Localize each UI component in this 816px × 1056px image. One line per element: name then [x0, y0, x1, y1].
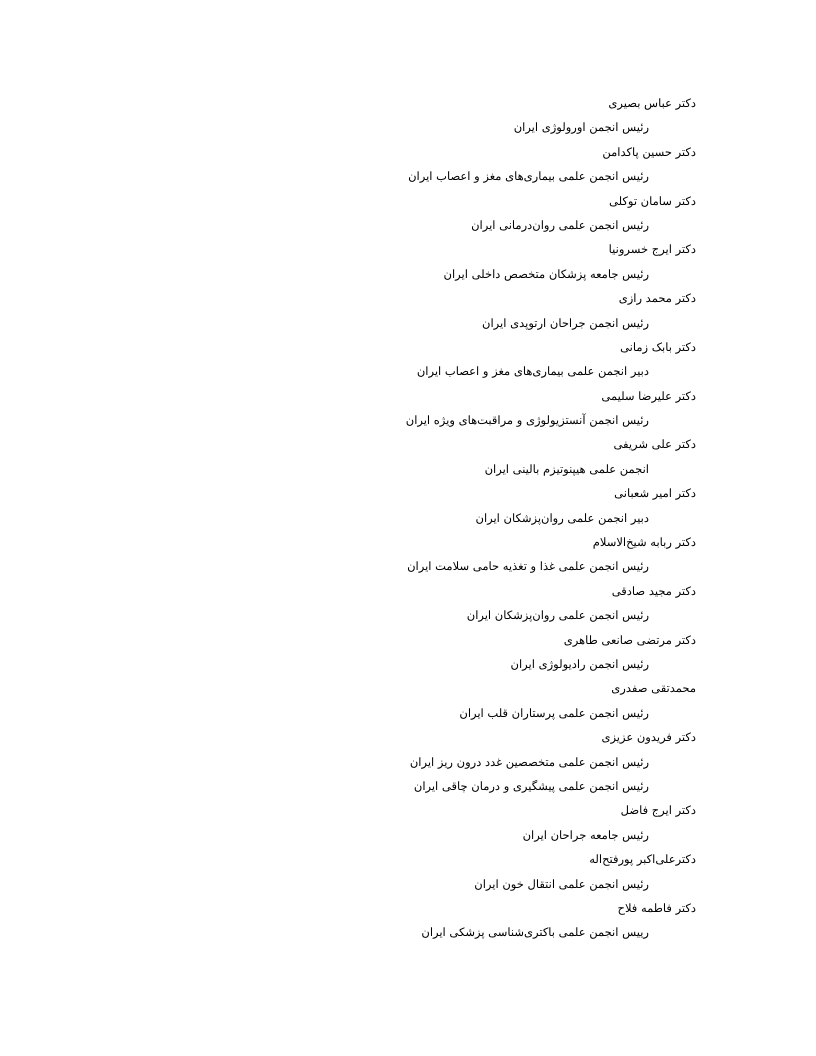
person-name: دکتر علی شریفی — [613, 437, 696, 452]
person-name: دکتر سامان توکلی — [609, 193, 696, 208]
person-name: دکتر محمد رازی — [618, 291, 696, 306]
person-role: رئیس انجمن رادیولوژی ایران — [510, 656, 649, 671]
person-role: رئیس انجمن علمی غذا و تغذیه حامی سلامت ایران — [407, 559, 649, 574]
signatories-list — [0, 91, 816, 945]
person-name: دکتر ربابه شیخ‌الاسلام — [592, 535, 696, 550]
person-name: دکتر مجید صادقی — [611, 583, 696, 598]
person-role: رئیس انجمن علمی روان‌پزشکان ایران — [466, 608, 649, 623]
person-name: دکتر بابک زمانی — [620, 339, 696, 354]
person-name: دکتر فاطمه فلاح — [617, 900, 696, 915]
person-role: رئیس جامعه پزشکان متخصص داخلی ایران — [443, 266, 649, 281]
person-role: رئیس انجمن علمی انتقال خون ایران — [474, 876, 649, 891]
person-role: رییس انجمن علمی باکتری‌شناسی پزشکی ایران — [421, 925, 649, 940]
person-role: رئیس انجمن علمی بیماری‌های مغز و اعصاب ایران — [408, 169, 649, 184]
person-name: دکتر عباس بصیری — [608, 96, 696, 110]
person-name: دکتر فریدون عزیزی — [601, 730, 696, 745]
person-role: انجمن علمی هیپنوتیزم بالینی ایران — [484, 461, 649, 476]
person-role: رئیس انجمن علمی متخصصین غدد درون ریز ایران — [409, 754, 649, 769]
person-name: دکتر ایرج خسرونیا — [608, 242, 696, 257]
person-role: رئیس انجمن علمی روان‌درمانی ایران — [471, 217, 649, 232]
person-name: دکتر ایرج فاضل — [620, 803, 696, 818]
person-role: رئیس انجمن آنستزیولوژی و مراقبت‌های ویژه ایران — [405, 413, 649, 428]
person-role: دبیر انجمن علمی بیماری‌های مغز و اعصاب ایران — [416, 364, 649, 379]
person-role: رئیس انجمن علمی پیشگیری و درمان چاقی ایران — [413, 778, 649, 793]
person-name: دکتر امیر شعبانی — [614, 486, 696, 501]
person-role: رئیس انجمن اورولوژی ایران — [513, 120, 649, 135]
person-role: رئیس انجمن علمی پرستاران قلب ایران — [459, 705, 649, 720]
person-role: دبیر انجمن علمی روان‌پزشکان ایران — [475, 510, 649, 525]
person-role: رئیس انجمن جراحان ارتوپدی ایران — [482, 315, 649, 330]
person-name: دکترعلی‌اکبر پورفتح‌اله — [589, 852, 696, 867]
person-name: دکتر مرتضی صانعی طاهری — [563, 632, 696, 647]
person-name: دکتر علیرضا سلیمی — [601, 388, 696, 403]
person-role: رئیس جامعه جراحان ایران — [522, 827, 649, 842]
person-name: دکتر حسین پاکدامن — [602, 144, 696, 159]
person-name: محمدتقی صفدری — [611, 681, 696, 696]
